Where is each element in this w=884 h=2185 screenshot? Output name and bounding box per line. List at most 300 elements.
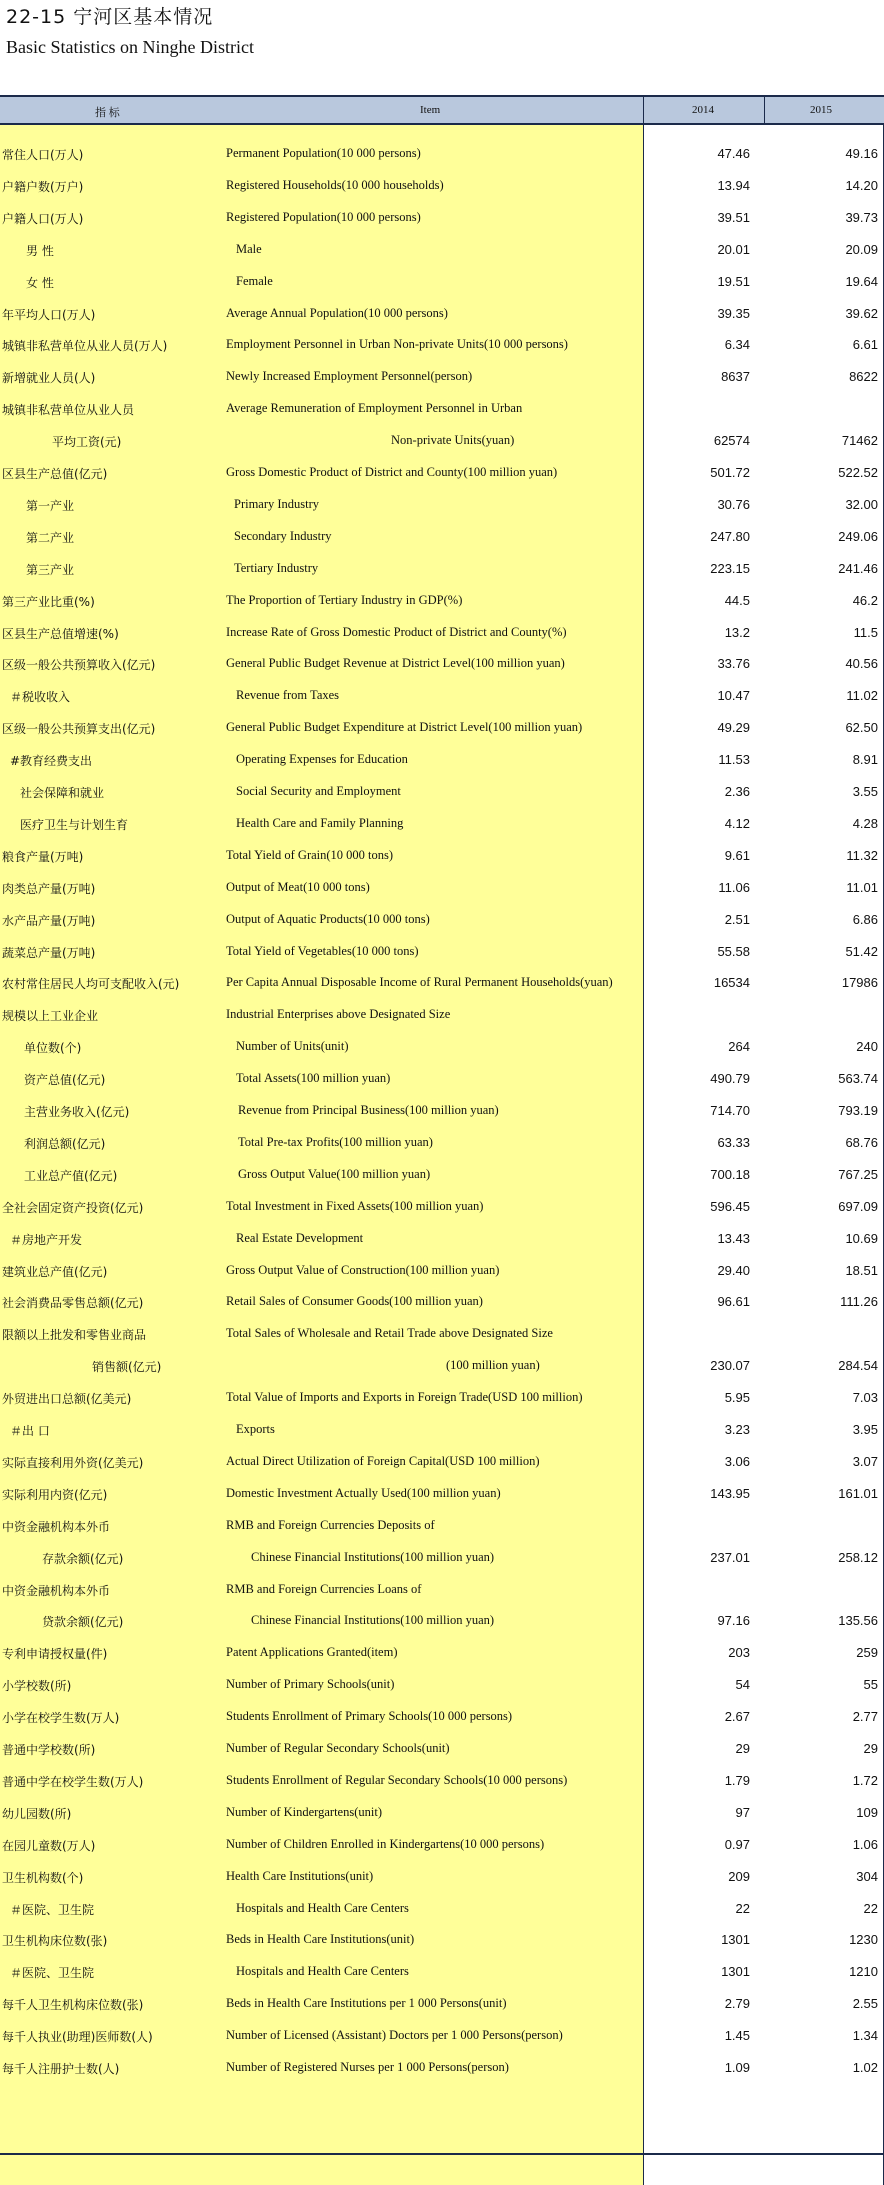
value-2015: 19.64 bbox=[845, 273, 878, 289]
indicator-cn-label: 医疗卫生与计划生育 bbox=[20, 817, 129, 832]
header-2014: 2014 bbox=[692, 104, 714, 116]
indicator-cn-label: ＃房地产开发 bbox=[10, 1232, 83, 1247]
table-row bbox=[0, 1861, 884, 1893]
value-2014: 54 bbox=[735, 1677, 750, 1693]
indicator-en-label: Gross Output Value(100 million yuan) bbox=[238, 1166, 431, 1181]
value-2015: 1.02 bbox=[852, 2060, 878, 2075]
table-row bbox=[0, 202, 884, 234]
value-2014: 97.16 bbox=[717, 1613, 750, 1629]
indicator-cn-label: 单位数(个) bbox=[24, 1041, 82, 1056]
indicator-cn-label: 常住人口(万人) bbox=[2, 148, 84, 162]
indicator-cn-label: 城镇非私营单位从业人员 bbox=[2, 403, 135, 418]
table-row bbox=[0, 1669, 884, 1701]
indicator-en-label: Increase Rate of Gross Domestic Product of District and County(%) bbox=[226, 624, 567, 639]
value-2015: 1.06 bbox=[852, 1836, 878, 1852]
value-2015: 135.56 bbox=[838, 1613, 878, 1629]
indicator-cn-label: 城镇非私营单位从业人员(万人) bbox=[2, 339, 168, 354]
header-divider bbox=[764, 97, 765, 123]
table-row bbox=[0, 266, 884, 298]
value-2015: 1.72 bbox=[852, 1772, 878, 1788]
value-2014: 8637 bbox=[721, 369, 750, 385]
indicator-cn-label: 区级一般公共预算收入(亿元) bbox=[2, 658, 156, 673]
value-2014: 13.43 bbox=[717, 1230, 750, 1246]
value-2015: 11.32 bbox=[846, 847, 878, 863]
value-2015: 304 bbox=[856, 1868, 878, 1884]
indicator-cn-label: 卫生机构床位数(张) bbox=[2, 1934, 108, 1949]
value-2014: 2.36 bbox=[724, 784, 750, 799]
table-row bbox=[0, 1478, 884, 1510]
indicator-en-label: Male bbox=[236, 241, 262, 256]
value-2014: 44.5 bbox=[724, 592, 750, 608]
indicator-en-label: Number of Units(unit) bbox=[236, 1039, 349, 1054]
value-2014: 490.79 bbox=[710, 1071, 750, 1087]
value-2014: 16534 bbox=[713, 975, 750, 991]
indicator-cn-label: 女 性 bbox=[26, 275, 54, 290]
table-row bbox=[0, 936, 884, 968]
indicator-en-label: Average Remuneration of Employment Personnel in Urban bbox=[226, 401, 523, 416]
table-row bbox=[0, 1988, 884, 2020]
value-2014: 596.45 bbox=[710, 1198, 750, 1214]
indicator-cn-label: 农村常住居民人均可支配收入(元) bbox=[2, 977, 180, 992]
table-row bbox=[0, 1191, 884, 1223]
table-row bbox=[0, 680, 884, 712]
value-2014: 237.01 bbox=[710, 1549, 750, 1565]
indicator-cn-label: 贷款余额(亿元) bbox=[42, 1615, 124, 1630]
indicator-en-label: General Public Budget Expenditure at District Level(100 million yuan) bbox=[226, 720, 583, 735]
table-row bbox=[0, 872, 884, 904]
table-row bbox=[0, 648, 884, 680]
indicator-en-label: Number of Children Enrolled in Kindergartens(10 000 persons) bbox=[226, 1836, 545, 1851]
indicator-en-label: Output of Meat(10 000 tons) bbox=[226, 879, 370, 894]
indicator-en-label: Non-private Units(yuan) bbox=[391, 433, 515, 448]
indicator-en-label: Revenue from Taxes bbox=[236, 688, 340, 703]
value-2015: 29 bbox=[863, 1741, 878, 1756]
value-2015: 111.26 bbox=[840, 1294, 878, 1310]
indicator-cn-label: #教育经费支出 bbox=[10, 754, 93, 769]
table-row bbox=[0, 2052, 884, 2084]
indicator-en-label: Per Capita Annual Disposable Income of Rural Permanent Households(yuan) bbox=[226, 975, 613, 990]
indicator-cn-label: 户籍人口(万人) bbox=[2, 211, 84, 226]
indicator-cn-label: 第三产业 bbox=[26, 562, 75, 577]
indicator-cn-label: 肉类总产量(万吨) bbox=[2, 881, 96, 896]
table-row bbox=[0, 1701, 884, 1733]
value-2014: 1.09 bbox=[724, 2060, 750, 2075]
indicator-cn-label: 水产品产量(万吨) bbox=[2, 913, 96, 928]
indicator-en-label: Output of Aquatic Products(10 000 tons) bbox=[226, 911, 430, 926]
value-2015: 14.20 bbox=[845, 177, 878, 193]
value-2015: 8.91 bbox=[852, 752, 878, 768]
header-item: Item bbox=[420, 104, 441, 116]
value-2015: 6.86 bbox=[852, 911, 878, 927]
table-row bbox=[0, 1542, 884, 1574]
table-row bbox=[0, 1829, 884, 1861]
indicator-cn-label: 利润总额(亿元) bbox=[24, 1136, 106, 1151]
table-row bbox=[0, 1223, 884, 1255]
value-2015: 249.06 bbox=[838, 528, 878, 544]
value-2015: 39.73 bbox=[845, 209, 878, 225]
table-row bbox=[0, 1574, 884, 1606]
indicator-cn-label: 小学校数(所) bbox=[2, 1679, 72, 1694]
value-2014: 5.95 bbox=[724, 1390, 750, 1406]
indicator-en-label: Total Yield of Vegetables(10 000 tons) bbox=[226, 943, 419, 958]
table-row bbox=[0, 712, 884, 744]
table-row bbox=[0, 1605, 884, 1637]
indicator-cn-label: 存款余额(亿元) bbox=[42, 1551, 124, 1566]
table-row bbox=[0, 1446, 884, 1478]
table-row bbox=[0, 1797, 884, 1829]
value-2014: 62574 bbox=[713, 433, 750, 449]
indicator-cn-label: 专利申请授权量(件) bbox=[2, 1647, 108, 1662]
value-2014: 55.58 bbox=[717, 943, 750, 959]
value-2015: 18.51 bbox=[845, 1262, 878, 1278]
indicator-cn-label: 蔬菜总产量(万吨) bbox=[2, 945, 96, 960]
indicator-cn-label: 幼儿园数(所) bbox=[2, 1806, 72, 1821]
page-title-en: Basic Statistics on Ninghe District bbox=[6, 37, 254, 57]
value-2015: 2.55 bbox=[852, 1996, 878, 2012]
value-2015: 8622 bbox=[849, 369, 878, 385]
indicator-cn-label: 第三产业比重(%) bbox=[2, 594, 95, 609]
value-2015: 46.2 bbox=[852, 592, 878, 608]
header-divider bbox=[643, 97, 644, 123]
value-2015: 40.56 bbox=[845, 656, 878, 672]
indicator-cn-label: 主营业务收入(亿元) bbox=[24, 1105, 130, 1119]
indicator-en-label: Number of Registered Nurses per 1 000 Persons(person) bbox=[226, 2060, 509, 2074]
value-2014: 700.18 bbox=[710, 1166, 750, 1182]
indicator-cn-label: 社会保障和就业 bbox=[20, 786, 105, 800]
table-row bbox=[0, 393, 884, 425]
value-2015: 259 bbox=[856, 1645, 878, 1661]
indicator-en-label: Actual Direct Utilization of Foreign Capital(USD 100 million) bbox=[226, 1453, 540, 1468]
table-row bbox=[0, 1159, 884, 1191]
indicator-cn-label: 规模以上工业企业 bbox=[2, 1009, 99, 1024]
indicator-en-label: Total Yield of Grain(10 000 tons) bbox=[226, 847, 394, 862]
table-row bbox=[0, 1350, 884, 1382]
indicator-cn-label: 年平均人口(万人) bbox=[2, 307, 96, 322]
value-2015: 767.25 bbox=[838, 1166, 878, 1182]
value-2014: 9.61 bbox=[724, 847, 750, 863]
indicator-en-label: Tertiary Industry bbox=[234, 560, 319, 575]
value-2015: 1.34 bbox=[852, 2028, 878, 2044]
value-2014: 19.51 bbox=[717, 273, 750, 289]
table-bottom-rule bbox=[0, 2153, 884, 2155]
indicator-en-label: Exports bbox=[236, 1422, 275, 1436]
indicator-cn-label: 工业总产值(亿元) bbox=[24, 1168, 118, 1183]
indicator-en-label: Number of Kindergartens(unit) bbox=[226, 1804, 382, 1819]
indicator-cn-label: 每千人执业(助理)医师数(人) bbox=[2, 2030, 153, 2045]
table-row bbox=[0, 138, 884, 170]
table-row bbox=[0, 1637, 884, 1669]
table-header bbox=[0, 95, 884, 125]
indicator-en-label: Chinese Financial Institutions(100 million yuan) bbox=[251, 1613, 495, 1628]
indicator-en-label: Secondary Industry bbox=[234, 528, 332, 543]
table-row bbox=[0, 361, 884, 393]
value-2015: 68.76 bbox=[845, 1134, 878, 1150]
indicator-en-label: Health Care Institutions(unit) bbox=[226, 1868, 374, 1883]
indicator-cn-label: 限额以上批发和零售业商品 bbox=[2, 1328, 147, 1343]
value-2014: 203 bbox=[728, 1645, 750, 1661]
table-row bbox=[0, 744, 884, 776]
indicator-en-label: Total Sales of Wholesale and Retail Trade above Designated Size bbox=[226, 1326, 553, 1341]
indicator-cn-label: 普通中学在校学生数(万人) bbox=[2, 1774, 144, 1789]
indicator-cn-label: 在园儿童数(万人) bbox=[2, 1838, 96, 1853]
value-2014: 10.47 bbox=[717, 688, 750, 704]
value-2015: 10.69 bbox=[845, 1230, 878, 1246]
indicator-cn-label: 每千人卫生机构床位数(张) bbox=[2, 1998, 144, 2013]
value-2015: 3.95 bbox=[852, 1422, 878, 1437]
table-row bbox=[0, 1956, 884, 1988]
indicator-en-label: Primary Industry bbox=[234, 496, 320, 511]
indicator-en-label: Total Investment in Fixed Assets(100 million yuan) bbox=[226, 1198, 484, 1213]
indicator-en-label: Social Security and Employment bbox=[236, 784, 401, 798]
indicator-en-label: General Public Budget Revenue at District Level(100 million yuan) bbox=[226, 656, 565, 671]
value-2015: 7.03 bbox=[852, 1390, 878, 1406]
value-2015: 2.77 bbox=[852, 1709, 878, 1725]
indicator-en-label: Employment Personnel in Urban Non-private Units(10 000 persons) bbox=[226, 337, 568, 352]
indicator-en-label: Domestic Investment Actually Used(100 million yuan) bbox=[226, 1485, 501, 1500]
indicator-cn-label: 中资金融机构本外币 bbox=[2, 1519, 111, 1534]
indicator-cn-label: 普通中学校数(所) bbox=[2, 1743, 96, 1757]
value-2015: 697.09 bbox=[838, 1198, 878, 1214]
indicator-en-label: The Proportion of Tertiary Industry in GDP(%) bbox=[226, 592, 463, 607]
value-2015: 11.01 bbox=[846, 879, 878, 895]
table-row bbox=[0, 489, 884, 521]
indicator-en-label: Total Assets(100 million yuan) bbox=[236, 1071, 391, 1086]
indicator-cn-label: 销售额(亿元) bbox=[92, 1360, 162, 1375]
indicator-cn-label: 户籍户数(万户) bbox=[2, 179, 84, 194]
value-2015: 161.01 bbox=[838, 1485, 878, 1501]
indicator-en-label: Beds in Health Care Institutions(unit) bbox=[226, 1932, 415, 1947]
value-2015: 3.55 bbox=[852, 784, 878, 799]
indicator-cn-label: 区级一般公共预算支出(亿元) bbox=[2, 722, 156, 737]
table-row bbox=[0, 1095, 884, 1127]
value-2014: 11.06 bbox=[718, 879, 750, 895]
indicator-en-label: RMB and Foreign Currencies Loans of bbox=[226, 1581, 422, 1596]
table-row bbox=[0, 808, 884, 840]
indicator-cn-label: 卫生机构数(个) bbox=[2, 1870, 84, 1885]
indicator-cn-label: 新增就业人员(人) bbox=[2, 371, 96, 386]
indicator-cn-label: 第一产业 bbox=[26, 498, 75, 513]
indicator-cn-label: 平均工资(元) bbox=[52, 435, 122, 450]
table-row bbox=[0, 1733, 884, 1765]
table-row bbox=[0, 1286, 884, 1318]
indicator-en-label: RMB and Foreign Currencies Deposits of bbox=[226, 1517, 435, 1532]
value-2014: 1.79 bbox=[724, 1772, 750, 1788]
value-2014: 1301 bbox=[721, 1964, 750, 1980]
indicator-cn-label: 粮食产量(万吨) bbox=[2, 849, 84, 864]
table-row bbox=[0, 1127, 884, 1159]
value-2015: 284.54 bbox=[838, 1358, 878, 1374]
indicator-cn-label: 外贸进出口总额(亿美元) bbox=[2, 1392, 132, 1407]
table-row bbox=[0, 1318, 884, 1350]
value-2015: 793.19 bbox=[838, 1103, 878, 1118]
value-2014: 247.80 bbox=[710, 528, 750, 544]
indicator-en-label: Number of Licensed (Assistant) Doctors per 1 000 Persons(person) bbox=[226, 2028, 563, 2043]
table-row bbox=[0, 234, 884, 266]
value-2014: 2.51 bbox=[724, 911, 750, 927]
value-2015: 3.07 bbox=[852, 1453, 878, 1469]
indicator-cn-label: 中资金融机构本外币 bbox=[2, 1583, 111, 1598]
table-row bbox=[0, 298, 884, 330]
table-row bbox=[0, 1255, 884, 1287]
value-2014: 39.35 bbox=[717, 305, 750, 321]
indicator-en-label: Female bbox=[236, 273, 273, 288]
table-row bbox=[0, 1893, 884, 1925]
indicator-cn-label: 建筑业总产值(亿元) bbox=[2, 1264, 108, 1279]
indicator-en-label: Retail Sales of Consumer Goods(100 million yuan) bbox=[226, 1294, 483, 1309]
table-row bbox=[0, 1765, 884, 1797]
value-2015: 11.02 bbox=[846, 688, 878, 704]
indicator-en-label: Chinese Financial Institutions(100 million yuan) bbox=[251, 1549, 495, 1564]
value-2015: 6.61 bbox=[852, 337, 878, 353]
table-row bbox=[0, 553, 884, 585]
table-row bbox=[0, 1382, 884, 1414]
value-2015: 55 bbox=[863, 1677, 878, 1693]
value-2014: 29.40 bbox=[717, 1262, 750, 1278]
indicator-en-label: Hospitals and Health Care Centers bbox=[236, 1964, 409, 1979]
indicator-cn-label: 区县生产总值(亿元) bbox=[2, 467, 108, 481]
indicator-cn-label: ＃出 口 bbox=[10, 1424, 50, 1438]
value-2015: 1230 bbox=[849, 1932, 878, 1948]
indicator-en-label: Real Estate Development bbox=[236, 1230, 364, 1245]
indicator-en-label: Gross Domestic Product of District and County(100 million yuan) bbox=[226, 465, 558, 479]
table-row bbox=[0, 1510, 884, 1542]
value-2014: 29 bbox=[735, 1741, 750, 1756]
table-row bbox=[0, 585, 884, 617]
indicator-cn-label: 每千人注册护士数(人) bbox=[2, 2062, 120, 2076]
value-2014: 209 bbox=[728, 1868, 750, 1884]
value-2015: 4.28 bbox=[852, 815, 878, 831]
indicator-cn-label: ＃医院、卫生院 bbox=[10, 1902, 95, 1917]
value-2014: 63.33 bbox=[717, 1134, 750, 1150]
table-row bbox=[0, 329, 884, 361]
value-2015: 32.00 bbox=[845, 496, 878, 512]
indicator-cn-label: 区县生产总值增速(%) bbox=[2, 626, 119, 641]
value-2015: 11.5 bbox=[853, 624, 878, 640]
value-2014: 20.01 bbox=[717, 241, 750, 257]
table-row bbox=[0, 2020, 884, 2052]
value-2015: 563.74 bbox=[838, 1071, 878, 1087]
indicator-en-label: Students Enrollment of Primary Schools(10 000 persons) bbox=[226, 1709, 513, 1724]
indicator-en-label: Total Value of Imports and Exports in Foreign Trade(USD 100 million) bbox=[226, 1390, 583, 1405]
indicator-en-label: (100 million yuan) bbox=[446, 1358, 540, 1373]
value-2014: 22 bbox=[735, 1900, 750, 1916]
indicator-en-label: Revenue from Principal Business(100 million yuan) bbox=[238, 1103, 499, 1117]
table-row bbox=[0, 904, 884, 936]
value-2014: 96.61 bbox=[717, 1294, 750, 1310]
indicator-en-label: Number of Primary Schools(unit) bbox=[226, 1677, 395, 1692]
table-row bbox=[0, 617, 884, 649]
indicator-en-label: Registered Households(10 000 households) bbox=[226, 177, 444, 192]
indicator-en-label: Total Pre-tax Profits(100 million yuan) bbox=[238, 1134, 433, 1149]
value-2015: 71462 bbox=[841, 433, 878, 449]
value-2014: 13.94 bbox=[717, 177, 750, 193]
value-2015: 39.62 bbox=[845, 305, 878, 321]
value-2014: 49.29 bbox=[717, 720, 750, 736]
table-row bbox=[0, 776, 884, 808]
value-2014: 714.70 bbox=[710, 1103, 750, 1118]
indicator-en-label: Number of Regular Secondary Schools(unit) bbox=[226, 1741, 450, 1755]
value-2014: 230.07 bbox=[710, 1358, 750, 1374]
value-2015: 240 bbox=[856, 1039, 878, 1055]
value-2015: 22 bbox=[863, 1900, 878, 1916]
indicator-en-label: Registered Population(10 000 persons) bbox=[226, 209, 421, 224]
table-row bbox=[0, 1063, 884, 1095]
header-2015: 2015 bbox=[810, 104, 832, 116]
value-2014: 97 bbox=[735, 1804, 750, 1820]
indicator-en-label: Permanent Population(10 000 persons) bbox=[226, 146, 421, 160]
indicator-en-label: Newly Increased Employment Personnel(person) bbox=[226, 369, 473, 384]
table-row bbox=[0, 521, 884, 553]
indicator-cn-label: 社会消费品零售总额(亿元) bbox=[2, 1296, 144, 1311]
indicator-cn-label: 全社会固定资产投资(亿元) bbox=[2, 1200, 144, 1215]
indicator-en-label: Patent Applications Granted(item) bbox=[226, 1645, 398, 1660]
value-2014: 6.34 bbox=[724, 337, 750, 353]
value-2014: 47.46 bbox=[717, 146, 750, 161]
value-2015: 109 bbox=[856, 1804, 878, 1820]
table-row bbox=[0, 840, 884, 872]
indicator-en-label: Students Enrollment of Regular Secondary Schools(10 000 persons) bbox=[226, 1772, 568, 1787]
value-2015: 51.42 bbox=[845, 943, 878, 959]
indicator-cn-label: 第二产业 bbox=[26, 530, 75, 545]
value-2014: 1.45 bbox=[724, 2028, 750, 2044]
indicator-en-label: Gross Output Value of Construction(100 million yuan) bbox=[226, 1262, 500, 1277]
indicator-en-label: Health Care and Family Planning bbox=[236, 815, 404, 830]
value-2014: 143.95 bbox=[710, 1485, 750, 1501]
table-row bbox=[0, 457, 884, 489]
indicator-en-label: Hospitals and Health Care Centers bbox=[236, 1900, 409, 1915]
value-2014: 2.67 bbox=[724, 1709, 750, 1725]
indicator-cn-label: 实际直接利用外资(亿美元) bbox=[2, 1455, 144, 1470]
indicator-cn-label: ＃税收收入 bbox=[10, 690, 71, 705]
value-2015: 1210 bbox=[849, 1964, 878, 1980]
table-row bbox=[0, 170, 884, 202]
value-2014: 13.2 bbox=[724, 624, 750, 640]
indicator-en-label: Operating Expenses for Education bbox=[236, 752, 408, 767]
header-indicator: 指 标 bbox=[95, 107, 120, 119]
value-2014: 0.97 bbox=[724, 1836, 750, 1852]
value-2015: 241.46 bbox=[838, 560, 878, 576]
value-2014: 2.79 bbox=[724, 1996, 750, 2012]
indicator-cn-label: ＃医院、卫生院 bbox=[10, 1966, 95, 1981]
indicator-cn-label: 小学在校学生数(万人) bbox=[2, 1711, 120, 1726]
table-row bbox=[0, 967, 884, 999]
indicator-cn-label: 实际利用内资(亿元) bbox=[2, 1487, 108, 1502]
value-2015: 258.12 bbox=[838, 1549, 878, 1565]
value-2015: 17986 bbox=[841, 975, 878, 991]
value-2014: 11.53 bbox=[718, 752, 750, 768]
value-2015: 20.09 bbox=[845, 241, 878, 257]
indicator-cn-label: 资产总值(亿元) bbox=[24, 1073, 106, 1088]
value-2014: 30.76 bbox=[717, 496, 750, 512]
page-title-cn: 22-15 宁河区基本情况 bbox=[6, 6, 214, 28]
table-row bbox=[0, 1414, 884, 1446]
value-2015: 49.16 bbox=[845, 146, 878, 161]
value-2014: 4.12 bbox=[724, 815, 750, 831]
table-row bbox=[0, 1924, 884, 1956]
value-2014: 33.76 bbox=[717, 656, 750, 672]
value-2014: 3.06 bbox=[724, 1453, 750, 1469]
table-row bbox=[0, 425, 884, 457]
value-2014: 501.72 bbox=[710, 465, 750, 480]
indicator-en-label: Beds in Health Care Institutions per 1 000 Persons(unit) bbox=[226, 1996, 507, 2011]
value-2014: 264 bbox=[728, 1039, 750, 1055]
value-2015: 522.52 bbox=[838, 465, 878, 480]
table-row bbox=[0, 1031, 884, 1063]
statistics-table bbox=[0, 95, 884, 2155]
indicator-cn-label: 男 性 bbox=[26, 243, 54, 258]
value-2014: 1301 bbox=[721, 1932, 750, 1948]
indicator-en-label: Average Annual Population(10 000 persons) bbox=[226, 305, 448, 320]
